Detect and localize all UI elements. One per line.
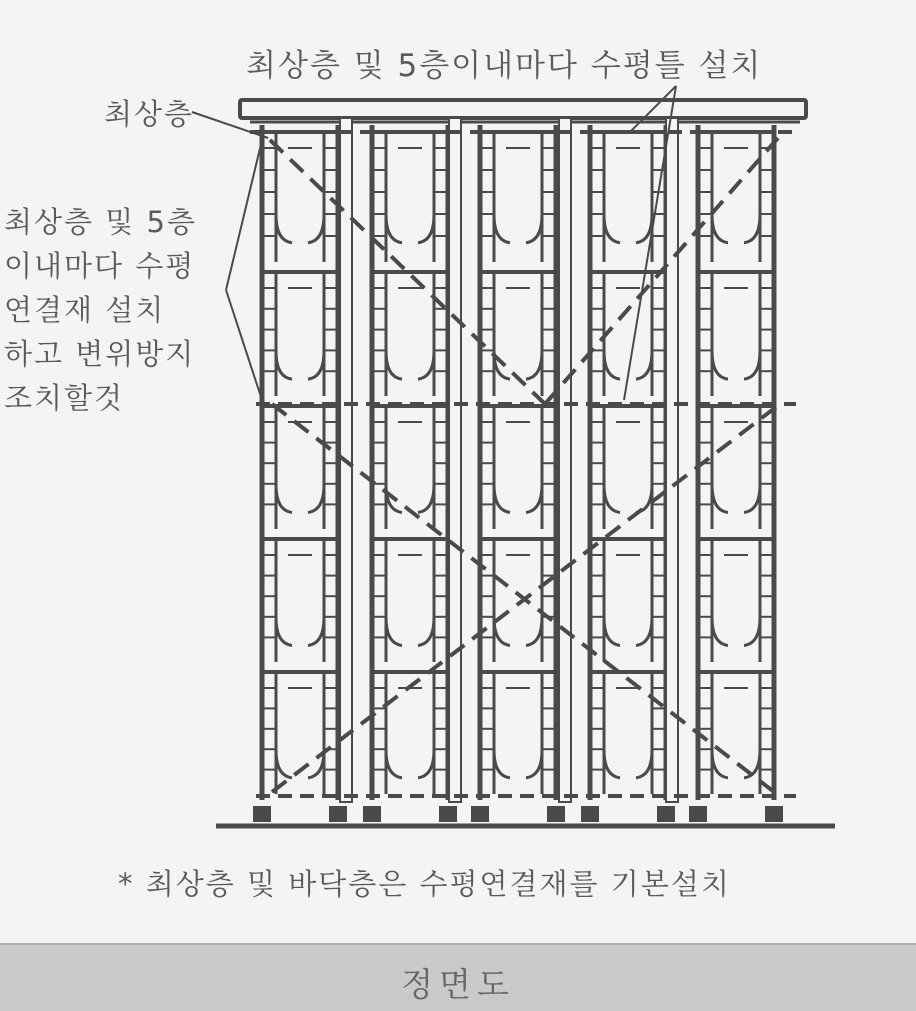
base-plate [581,806,599,822]
side-note [4,200,197,420]
frame-arch [712,276,760,379]
tube-post [449,118,461,802]
side-note-line: 조치할것 [4,381,125,415]
frame-arch [712,136,760,243]
side-note-line: 하고 변위방지 [4,337,196,371]
frame-arch [494,410,542,512]
frame-arch [604,136,652,243]
caption-bar [0,943,916,1011]
frame-arch [712,543,760,645]
top-floor-label: 최상층 [104,97,195,131]
frame-arch [494,676,542,778]
side-note-line: 이내마다 수평 [4,249,196,283]
frame-arch [386,276,434,379]
top-title: 최상층 및 5층이내마다 수평틀 설치 [246,48,763,84]
side-note-line: 최상층 및 5층 [4,205,197,239]
base-plate [329,806,347,822]
base-plate [363,806,381,822]
base-plate [657,806,675,822]
frame-arch [386,676,434,778]
footnote: * 최상층 및 바닥층은 수평연결재를 기본설치 [118,867,731,901]
top-deck-plank [240,100,806,118]
base-plate [253,806,271,822]
side-note-line: 연결재 설치 [4,293,166,327]
frame-arch [276,543,324,645]
base-plate [471,806,489,822]
frame-arch [276,276,324,379]
base-plate [765,806,783,822]
base-plate [439,806,457,822]
frame-arch [604,410,652,512]
base-plate [689,806,707,822]
base-plate [547,806,565,822]
frame-arch [604,543,652,645]
frame-arch [712,676,760,778]
tube-post [666,118,678,802]
caption: 정면도 [401,965,515,1004]
leader-line [226,140,262,400]
frame-arch [386,136,434,243]
frame-arch [386,543,434,645]
frame-arch [604,676,652,778]
ground-base [216,806,835,826]
frame-arch [494,136,542,243]
tube-post [559,118,571,802]
frame-arch [276,676,324,778]
